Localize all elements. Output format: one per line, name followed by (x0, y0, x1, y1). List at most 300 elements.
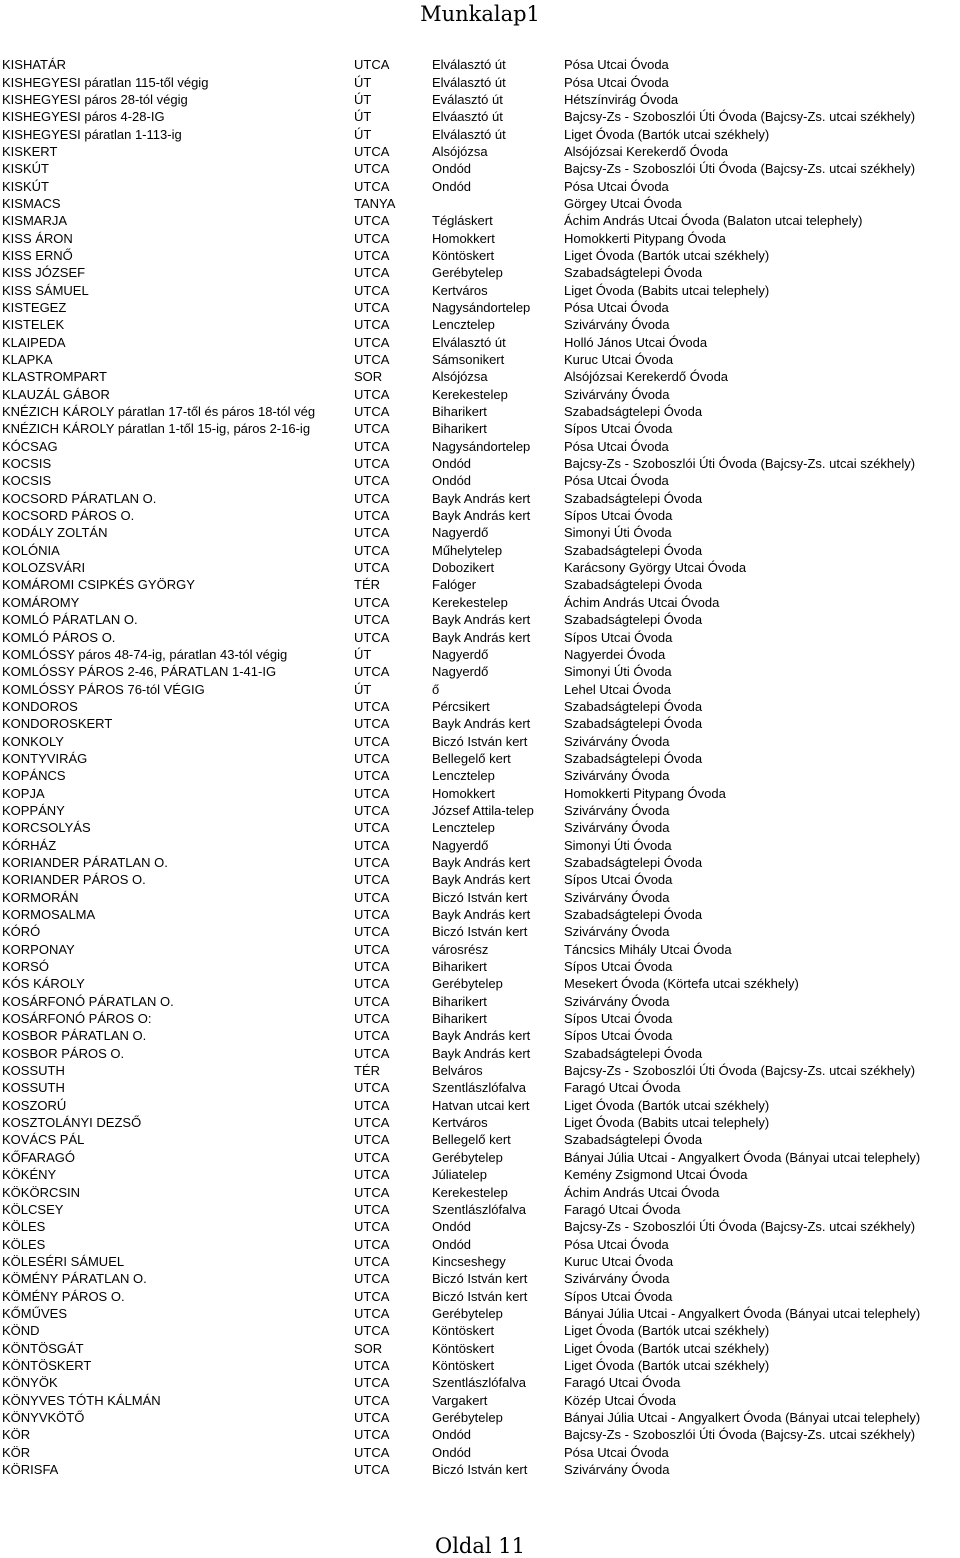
district-cell: Kerekestelep (432, 1184, 508, 1200)
street-type-cell: UTCA (354, 438, 390, 454)
district-cell: Ondód (432, 178, 472, 194)
street-name-cell: KÖNTÖSGÁT (2, 1340, 84, 1356)
district-cell: Kincseshegy (432, 1253, 506, 1269)
kindergarten-cell: Táncsics Mihály Utcai Óvoda (564, 941, 732, 957)
street-type-cell: UTCA (354, 386, 390, 402)
street-name-cell: KISS JÓZSEF (2, 265, 86, 281)
kindergarten-cell: Áchim András Utcai Óvoda (Balaton utcai telephely) (564, 213, 863, 229)
street-type-cell: UTCA (354, 1305, 390, 1321)
table-row (2, 646, 960, 663)
table-row (2, 836, 960, 853)
street-type-cell: UTCA (354, 750, 390, 766)
street-type-cell: UTCA (354, 1045, 390, 1061)
kindergarten-cell: Szabadságtelepi Óvoda (564, 1132, 703, 1148)
district-cell: Biczó István kert (432, 1462, 528, 1478)
street-name-cell: KISS SÁMUEL (2, 282, 89, 298)
street-name-cell: KISKÚT (2, 161, 49, 177)
street-name-cell: KONKOLY (2, 733, 64, 749)
street-name-cell: KOVÁCS PÁL (2, 1132, 85, 1148)
kindergarten-cell: Szabadságtelepi Óvoda (564, 542, 703, 558)
kindergarten-cell: Lehel Utcai Óvoda (564, 681, 671, 697)
street-type-cell: UTCA (354, 265, 390, 281)
street-type-cell: UTCA (354, 802, 390, 818)
kindergarten-cell: Szivárvány Óvoda (564, 768, 670, 784)
street-type-cell: UTCA (354, 508, 390, 524)
table-row (2, 1253, 960, 1270)
district-cell: Elválasztó út (432, 74, 506, 90)
table-row (2, 1183, 960, 1200)
street-type-cell: UTCA (354, 1115, 390, 1131)
street-type-cell: UTCA (354, 959, 390, 975)
district-cell: Gerébytelep (432, 1149, 503, 1165)
kindergarten-cell: Simonyi Úti Óvoda (564, 525, 672, 541)
street-name-cell: KONDOROS (2, 698, 78, 714)
street-type-cell: ÚT (354, 126, 372, 142)
table-row (2, 923, 960, 940)
street-type-cell: ÚT (354, 91, 372, 107)
kindergarten-cell: Pósa Utcai Óvoda (564, 438, 669, 454)
street-type-cell: UTCA (354, 282, 390, 298)
kindergarten-cell: Pósa Utcai Óvoda (564, 1236, 669, 1252)
kindergarten-cell: Faragó Utcai Óvoda (564, 1201, 681, 1217)
street-type-cell: UTCA (354, 1253, 390, 1269)
street-name-cell: KÓRHÁZ (2, 837, 57, 853)
street-name-cell: KOLÓNIA (2, 542, 60, 558)
street-name-cell: KÖLCSEY (2, 1201, 64, 1217)
street-type-cell: UTCA (354, 404, 390, 420)
kindergarten-cell: Alsójózsai Kerekerdő Óvoda (564, 143, 729, 159)
kindergarten-cell: Simonyi Úti Óvoda (564, 837, 672, 853)
street-name-cell: KOSZORÚ (2, 1097, 67, 1113)
district-cell: Nagyerdő (432, 646, 489, 662)
district-cell: Elválasztó út (432, 57, 506, 73)
table-row (2, 125, 960, 142)
kindergarten-cell: Szabadságtelepi Óvoda (564, 854, 703, 870)
district-cell: Kerekestelep (432, 594, 508, 610)
table-row (2, 420, 960, 437)
street-type-cell: UTCA (354, 525, 390, 541)
table-row (2, 212, 960, 229)
kindergarten-cell: Közép Utcai Óvoda (564, 1392, 677, 1408)
table-row (2, 368, 960, 385)
street-type-cell: UTCA (354, 733, 390, 749)
street-name-cell: KLAIPEDA (2, 334, 66, 350)
kindergarten-cell: Liget Óvoda (Babits utcai telephely) (564, 1115, 770, 1131)
street-type-cell: UTCA (354, 1462, 390, 1478)
street-name-cell: KOSBOR PÁRATLAN O. (2, 1028, 147, 1044)
district-cell: ő (432, 681, 440, 697)
street-type-cell: UTCA (354, 1219, 390, 1235)
street-name-cell: KÖNYVKÖTŐ (2, 1409, 85, 1425)
district-cell: Lencztelep (432, 820, 495, 836)
street-name-cell: KOCSORD PÁROS O. (2, 508, 135, 524)
kindergarten-cell: Sípos Utcai Óvoda (564, 421, 673, 437)
kindergarten-cell: Sípos Utcai Óvoda (564, 1288, 673, 1304)
kindergarten-cell: Szabadságtelepi Óvoda (564, 577, 703, 593)
street-type-cell: UTCA (354, 698, 390, 714)
street-type-cell: UTCA (354, 490, 390, 506)
table-row (2, 1027, 960, 1044)
table-row (2, 1409, 960, 1426)
street-name-cell: KOSÁRFONÓ PÁRATLAN O. (2, 993, 174, 1009)
district-cell: Köntöskert (432, 247, 495, 263)
district-cell: Bayk András kert (432, 872, 531, 888)
table-row (2, 1218, 960, 1235)
district-cell: Köntöskert (432, 1357, 495, 1373)
street-type-cell: UTCA (354, 1392, 390, 1408)
table-row (2, 594, 960, 611)
street-name-cell: KOMLÓSSY páros 48-74-ig, páratlan 43-tól végig (2, 646, 288, 662)
street-name-cell: KOPÁNCS (2, 768, 66, 784)
kindergarten-cell: Kemény Zsigmond Utcai Óvoda (564, 1167, 748, 1183)
street-name-cell: KÖND (2, 1323, 40, 1339)
street-name-cell: KISS ERNŐ (2, 247, 73, 263)
street-name-cell: KISHEGYESI páratlan 115-től végig (2, 74, 209, 90)
district-cell: Kertváros (432, 282, 488, 298)
district-cell: Ondód (432, 473, 472, 489)
table-row (2, 680, 960, 697)
kindergarten-cell: Szivárvány Óvoda (564, 733, 670, 749)
street-name-cell: KOCSORD PÁRATLAN O. (2, 490, 157, 506)
kindergarten-cell: Mesekert Óvoda (Körtefa utcai székhely) (564, 976, 799, 992)
street-name-cell: KOMLÓ PÁRATLAN O. (2, 612, 138, 628)
street-name-cell: KÖNYÖK (2, 1375, 58, 1391)
street-name-cell: KLAPKA (2, 352, 53, 368)
kindergarten-cell: Bajcsy-Zs - Szoboszlói Úti Óvoda (Bajcsy-Zs. utcai székhely) (564, 1427, 916, 1443)
table-row (2, 264, 960, 281)
street-type-cell: UTCA (354, 161, 390, 177)
table-row (2, 1322, 960, 1339)
table-row (2, 177, 960, 194)
table-row (2, 472, 960, 489)
district-cell: Gerébytelep (432, 976, 503, 992)
kindergarten-cell: Szabadságtelepi Óvoda (564, 490, 703, 506)
street-name-cell: KOMÁROMI CSIPKÉS GYÖRGY (2, 577, 195, 593)
street-name-cell: KOPPÁNY (2, 802, 65, 818)
table-row (2, 819, 960, 836)
district-cell: Tégláskert (432, 213, 493, 229)
kindergarten-cell: Bajcsy-Zs - Szoboszlói Úti Óvoda (Bajcsy-Zs. utcai székhely) (564, 109, 916, 125)
table-row (2, 1062, 960, 1079)
table-row (2, 1235, 960, 1252)
district-cell: Dobozikert (432, 560, 495, 576)
street-type-cell: UTCA (354, 976, 390, 992)
table-row (2, 247, 960, 264)
street-name-cell: KÖNTÖSKERT (2, 1357, 92, 1373)
table-row (2, 975, 960, 992)
district-cell: Biczó István kert (432, 1271, 528, 1287)
street-type-cell: UTCA (354, 889, 390, 905)
kindergarten-cell: Homokkerti Pitypang Óvoda (564, 230, 726, 246)
street-type-cell: UTCA (354, 1080, 390, 1096)
street-name-cell: KORMOSALMA (2, 907, 96, 923)
street-name-cell: KÖMÉNY PÁROS O. (2, 1288, 125, 1304)
street-name-cell: KÖLESÉRI SÁMUEL (2, 1253, 125, 1269)
street-type-cell: UTCA (354, 1184, 390, 1200)
street-name-cell: KORIANDER PÁROS O. (2, 872, 146, 888)
table-row (2, 160, 960, 177)
street-name-cell: KÖLES (2, 1219, 46, 1235)
kindergarten-cell: Liget Óvoda (Bartók utcai székhely) (564, 1357, 770, 1373)
street-type-cell: UTCA (354, 768, 390, 784)
kindergarten-cell: Homokkerti Pitypang Óvoda (564, 785, 726, 801)
district-cell: Biczó István kert (432, 733, 528, 749)
table-row (2, 73, 960, 90)
table-row (2, 1201, 960, 1218)
district-cell: Ondód (432, 1236, 472, 1252)
table-row (2, 784, 960, 801)
kindergarten-cell: Szabadságtelepi Óvoda (564, 907, 703, 923)
district-cell: Biharikert (432, 959, 487, 975)
kindergarten-cell: Liget Óvoda (Bartók utcai székhely) (564, 126, 770, 142)
table-row (2, 1166, 960, 1183)
district-cell: Sámsonikert (432, 352, 505, 368)
kindergarten-cell: Szabadságtelepi Óvoda (564, 698, 703, 714)
table-row (2, 611, 960, 628)
table-row (2, 941, 960, 958)
district-cell: Bayk András kert (432, 490, 531, 506)
table-row (2, 490, 960, 507)
table-row (2, 1114, 960, 1131)
table-row (2, 628, 960, 645)
district-cell: Eválasztó út (432, 91, 503, 107)
table-row (2, 1374, 960, 1391)
street-type-cell: UTCA (354, 247, 390, 263)
table-row (2, 663, 960, 680)
street-name-cell: KÖMÉNY PÁRATLAN O. (2, 1271, 147, 1287)
district-cell: Szentlászlófalva (432, 1375, 526, 1391)
district-cell: Műhelytelep (432, 542, 503, 558)
kindergarten-cell: Szivárvány Óvoda (564, 1271, 670, 1287)
street-type-cell: UTCA (354, 837, 390, 853)
street-type-cell: UTCA (354, 785, 390, 801)
kindergarten-cell: Liget Óvoda (Bartók utcai székhely) (564, 247, 770, 263)
street-type-cell: UTCA (354, 1409, 390, 1425)
district-cell: Elváasztó út (432, 109, 503, 125)
street-name-cell: KISHEGYESI páros 28-tól végig (2, 91, 188, 107)
street-type-cell: UTCA (354, 594, 390, 610)
kindergarten-cell: Szabadságtelepi Óvoda (564, 612, 703, 628)
district-cell: Ondód (432, 1219, 472, 1235)
district-cell: Biharikert (432, 421, 487, 437)
street-type-cell: SOR (354, 369, 383, 385)
district-cell: Gerébytelep (432, 265, 503, 281)
table-row (2, 559, 960, 576)
table-row (2, 871, 960, 888)
kindergarten-cell: Sípos Utcai Óvoda (564, 629, 673, 645)
district-cell: Bayk András kert (432, 508, 531, 524)
kindergarten-cell: Pósa Utcai Óvoda (564, 178, 669, 194)
street-name-cell: KÓCSAG (2, 438, 58, 454)
kindergarten-cell: Áchim András Utcai Óvoda (564, 1184, 720, 1200)
district-cell: József Attila-telep (432, 802, 534, 818)
sheet-title: Munkalap1 (420, 2, 540, 26)
district-cell: Alsójózsa (432, 143, 488, 159)
street-name-cell: KODÁLY ZOLTÁN (2, 525, 108, 541)
district-cell: Bellegelő kert (432, 750, 511, 766)
kindergarten-cell: Pósa Utcai Óvoda (564, 74, 669, 90)
district-cell: Bayk András kert (432, 716, 531, 732)
street-type-cell: UTCA (354, 941, 390, 957)
table-row (2, 715, 960, 732)
table-row (2, 750, 960, 767)
district-cell: Nagysándortelep (432, 299, 531, 315)
street-name-cell: KISMARJA (2, 213, 68, 229)
table-row (2, 1045, 960, 1062)
district-cell: Nagyerdő (432, 837, 489, 853)
street-type-cell: ÚT (354, 74, 372, 90)
street-name-cell: KORIANDER PÁRATLAN O. (2, 854, 168, 870)
street-type-cell: UTCA (354, 1357, 390, 1373)
kindergarten-cell: Szivárvány Óvoda (564, 820, 670, 836)
kindergarten-cell: Szivárvány Óvoda (564, 993, 670, 1009)
page-number: Oldal 11 (434, 1534, 525, 1558)
kindergarten-cell: Faragó Utcai Óvoda (564, 1375, 681, 1391)
kindergarten-cell: Simonyi Úti Óvoda (564, 664, 672, 680)
street-name-cell: KNÉZICH KÁROLY páratlan 17-től és páros 18-tól vég (2, 404, 316, 420)
district-cell: Ondód (432, 161, 472, 177)
table-row (2, 1131, 960, 1148)
street-type-cell: UTCA (354, 421, 390, 437)
table-row (2, 1357, 960, 1374)
kindergarten-cell: Bányai Júlia Utcai - Angyalkert Óvoda (Bányai utcai telephely) (564, 1409, 921, 1425)
table-row (2, 1391, 960, 1408)
street-name-cell: KOSÁRFONÓ PÁROS O: (2, 1011, 152, 1027)
street-name-cell: KOMÁROMY (2, 594, 80, 610)
street-name-cell: KISTEGEZ (2, 299, 67, 315)
table-row (2, 91, 960, 108)
kindergarten-cell: Szabadságtelepi Óvoda (564, 265, 703, 281)
street-type-cell: UTCA (354, 57, 390, 73)
street-list-body (2, 56, 960, 1478)
street-type-cell: UTCA (354, 352, 390, 368)
street-type-cell: UTCA (354, 664, 390, 680)
district-cell: Lencztelep (432, 317, 495, 333)
street-type-cell: UTCA (354, 213, 390, 229)
street-name-cell: KOMLÓSSY PÁROS 76-tól VÉGIG (2, 681, 205, 697)
kindergarten-cell: Szivárvány Óvoda (564, 317, 670, 333)
street-list-table (2, 56, 960, 1478)
street-type-cell: UTCA (354, 473, 390, 489)
street-type-cell: UTCA (354, 993, 390, 1009)
kindergarten-cell: Pósa Utcai Óvoda (564, 299, 669, 315)
kindergarten-cell: Karácsony György Utcai Óvoda (564, 560, 747, 576)
kindergarten-cell: Szivárvány Óvoda (564, 1462, 670, 1478)
table-row (2, 316, 960, 333)
street-type-cell: UTCA (354, 299, 390, 315)
district-cell: Homokkert (432, 785, 495, 801)
street-name-cell: KNÉZICH KÁROLY páratlan 1-től 15-ig, páros 2-16-ig (2, 421, 311, 437)
table-row (2, 1010, 960, 1027)
district-cell: Ondód (432, 456, 472, 472)
kindergarten-cell: Bajcsy-Zs - Szoboszlói Úti Óvoda (Bajcsy-Zs. utcai székhely) (564, 1219, 916, 1235)
table-row (2, 1287, 960, 1304)
street-type-cell: UTCA (354, 854, 390, 870)
street-type-cell: UTCA (354, 1444, 390, 1460)
street-name-cell: KÖKÖRCSIN (2, 1184, 81, 1200)
street-type-cell: UTCA (354, 716, 390, 732)
street-name-cell: KŐMŰVES (2, 1305, 68, 1321)
table-row (2, 56, 960, 73)
street-name-cell: KOPJA (2, 785, 45, 801)
street-type-cell: UTCA (354, 924, 390, 940)
table-row (2, 1079, 960, 1096)
table-row (2, 1305, 960, 1322)
street-name-cell: KOCSIS (2, 456, 52, 472)
district-cell: Nagyerdő (432, 664, 489, 680)
kindergarten-cell: Pósa Utcai Óvoda (564, 473, 669, 489)
kindergarten-cell: Alsójózsai Kerekerdő Óvoda (564, 369, 729, 385)
district-cell: Gerébytelep (432, 1409, 503, 1425)
street-name-cell: KÖKÉNY (2, 1167, 57, 1183)
street-name-cell: KOMLÓ PÁROS O. (2, 629, 116, 645)
district-cell: Bayk András kert (432, 629, 531, 645)
street-type-cell: UTCA (354, 560, 390, 576)
district-cell: Kerekestelep (432, 386, 508, 402)
street-name-cell: KLAUZÁL GÁBOR (2, 386, 110, 402)
kindergarten-cell: Faragó Utcai Óvoda (564, 1080, 681, 1096)
street-name-cell: KISMACS (2, 195, 61, 211)
kindergarten-cell: Bajcsy-Zs - Szoboszlói Úti Óvoda (Bajcsy-Zs. utcai székhely) (564, 456, 916, 472)
street-type-cell: UTCA (354, 1097, 390, 1113)
street-name-cell: KOCSIS (2, 473, 52, 489)
table-row (2, 195, 960, 212)
street-type-cell: ÚT (354, 109, 372, 125)
street-type-cell: ÚT (354, 681, 372, 697)
street-name-cell: KÖRISFA (2, 1462, 59, 1478)
kindergarten-cell: Sípos Utcai Óvoda (564, 959, 673, 975)
table-row (2, 507, 960, 524)
table-row (2, 455, 960, 472)
table-row (2, 1097, 960, 1114)
district-cell: Biczó István kert (432, 924, 528, 940)
kindergarten-cell: Hétszínvirág Óvoda (564, 91, 679, 107)
street-name-cell: KÖNYVES TÓTH KÁLMÁN (2, 1392, 161, 1408)
district-cell: Szentlászlófalva (432, 1080, 526, 1096)
street-name-cell: KÓRÓ (2, 924, 41, 940)
kindergarten-cell: Holló János Utcai Óvoda (564, 334, 708, 350)
district-cell: Biharikert (432, 404, 487, 420)
street-name-cell: KÖR (2, 1427, 31, 1443)
street-type-cell: UTCA (354, 907, 390, 923)
street-type-cell: UTCA (354, 542, 390, 558)
kindergarten-cell: Nagyerdei Óvoda (564, 646, 666, 662)
table-row (2, 802, 960, 819)
street-name-cell: KOLOZSVÁRI (2, 560, 86, 576)
district-cell: Gerébytelep (432, 1305, 503, 1321)
table-row (2, 1149, 960, 1166)
district-cell: Ondód (432, 1427, 472, 1443)
table-row (2, 1444, 960, 1461)
kindergarten-cell: Szivárvány Óvoda (564, 386, 670, 402)
table-row (2, 767, 960, 784)
kindergarten-cell: Bányai Júlia Utcai - Angyalkert Óvoda (Bányai utcai telephely) (564, 1305, 921, 1321)
street-name-cell: KÖR (2, 1444, 31, 1460)
kindergarten-cell: Pósa Utcai Óvoda (564, 57, 669, 73)
street-name-cell: KORPONAY (2, 941, 75, 957)
kindergarten-cell: Sípos Utcai Óvoda (564, 872, 673, 888)
table-row (2, 1426, 960, 1443)
district-cell: Biharikert (432, 993, 487, 1009)
district-cell: Pércsikert (432, 698, 490, 714)
district-cell: Elválasztó út (432, 126, 506, 142)
street-type-cell: UTCA (354, 230, 390, 246)
street-name-cell: KORCSOLYÁS (2, 820, 91, 836)
district-cell: Nagyerdő (432, 525, 489, 541)
street-type-cell: UTCA (354, 1201, 390, 1217)
street-name-cell: KOMLÓSSY PÁROS 2-46, PÁRATLAN 1-41-IG (2, 664, 277, 680)
kindergarten-cell: Kuruc Utcai Óvoda (564, 1253, 674, 1269)
